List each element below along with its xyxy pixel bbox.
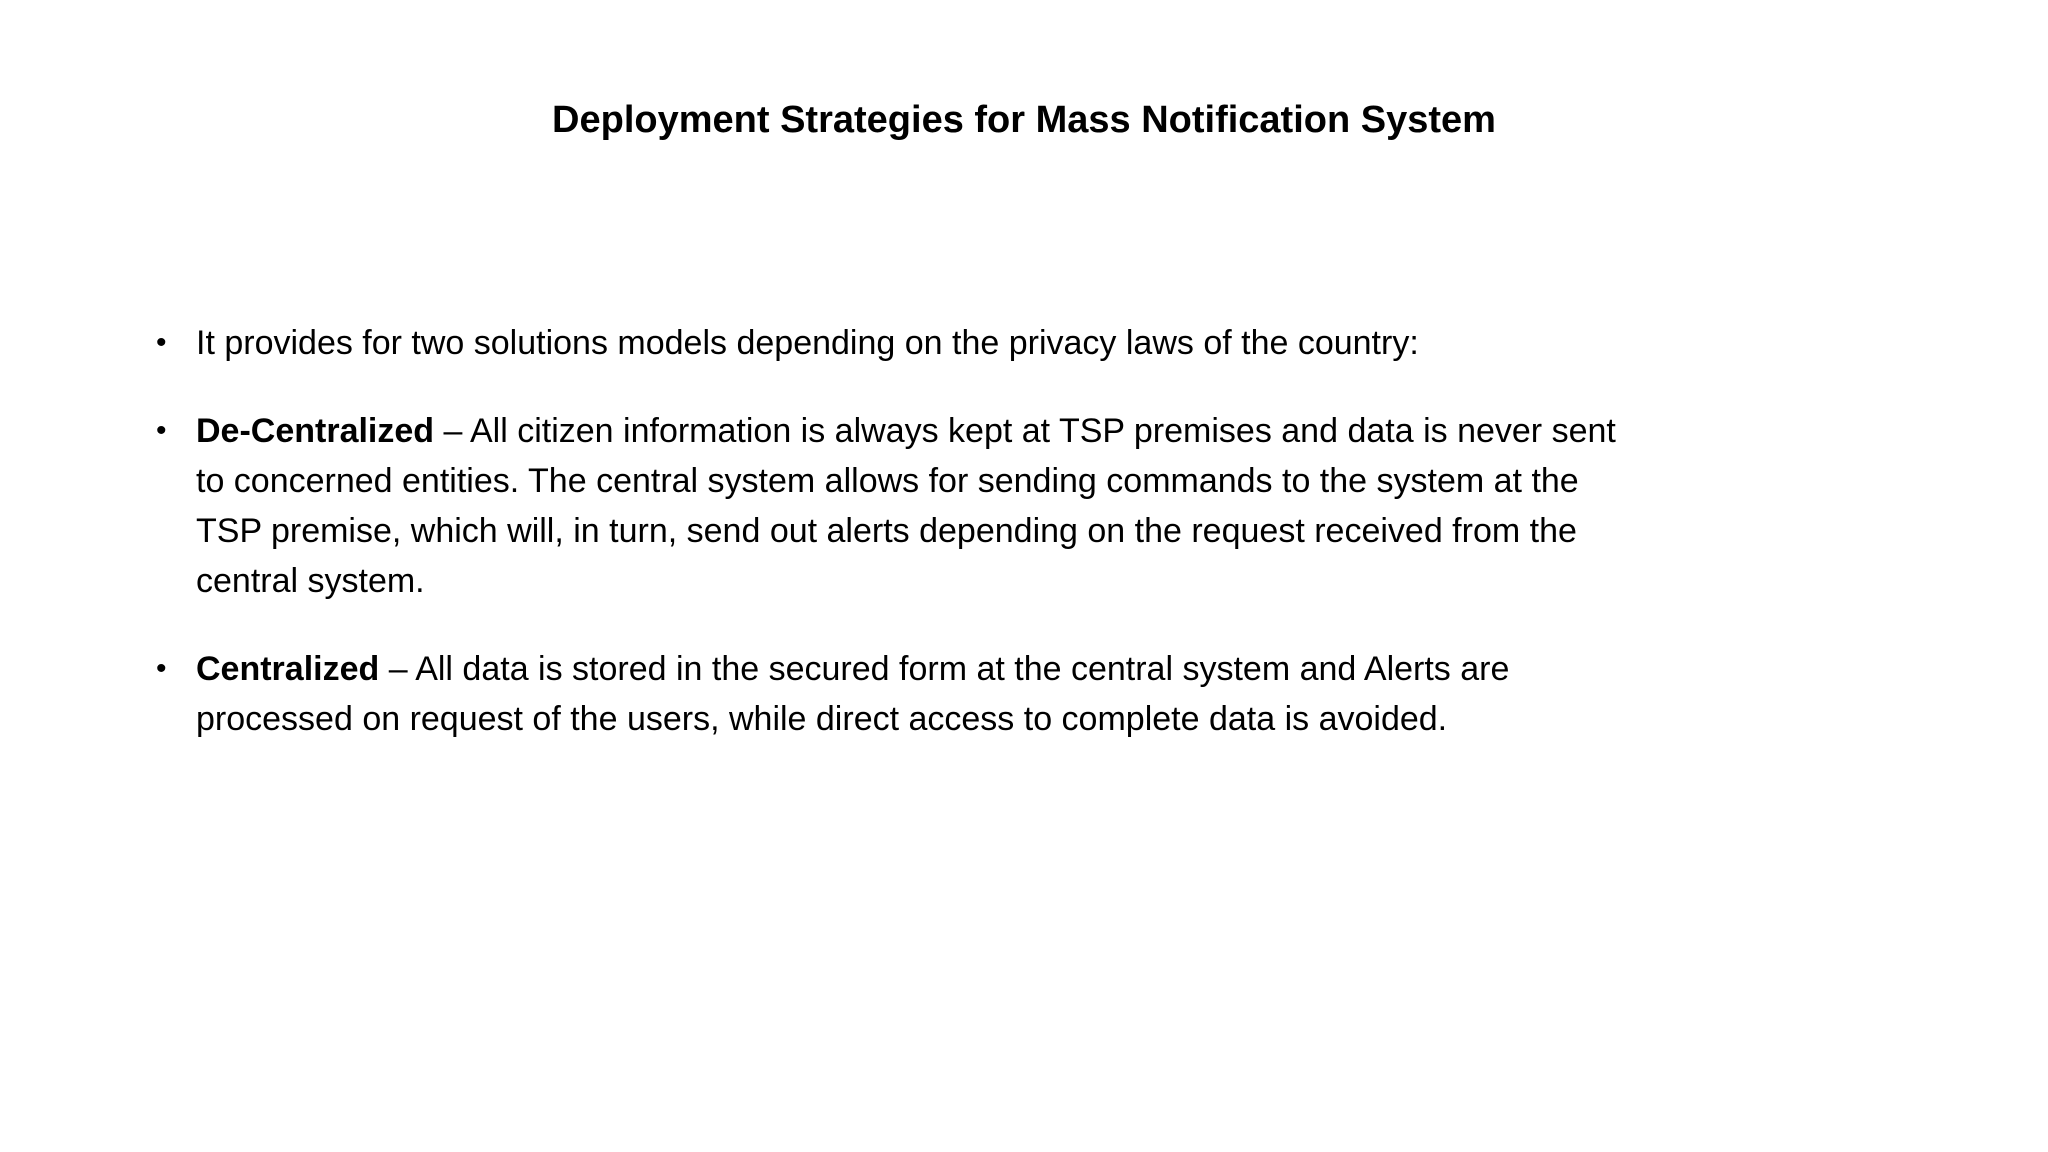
bullet-list: [152, 318, 1632, 782]
bullet-dot-icon: •: [156, 652, 167, 685]
bullet-text: It provides for two solutions models depending on the privacy laws of the country:: [196, 324, 1419, 362]
bullet-item-decentralized: [152, 406, 1632, 606]
bullet-term: Centralized: [196, 650, 380, 688]
bullet-item-intro: [152, 318, 1632, 368]
bullet-term: De-Centralized: [196, 412, 435, 450]
bullet-dot-icon: •: [156, 326, 167, 359]
bullet-item-centralized: [152, 644, 1632, 744]
bullet-text: – All citizen information is always kept at TSP premises and data is never sent to concerned entities. The central system allows for sending commands to the system at the TSP premise, which will, in turn, send out alerts depending on the request received from the central system.: [196, 412, 1616, 600]
slide-title: Deployment Strategies for Mass Notification System: [552, 99, 1496, 141]
bullet-dot-icon: •: [156, 414, 167, 447]
bullet-text: – All data is stored in the secured form at the central system and Alerts are processed on request of the users, while direct access to complete data is avoided.: [196, 650, 1510, 738]
